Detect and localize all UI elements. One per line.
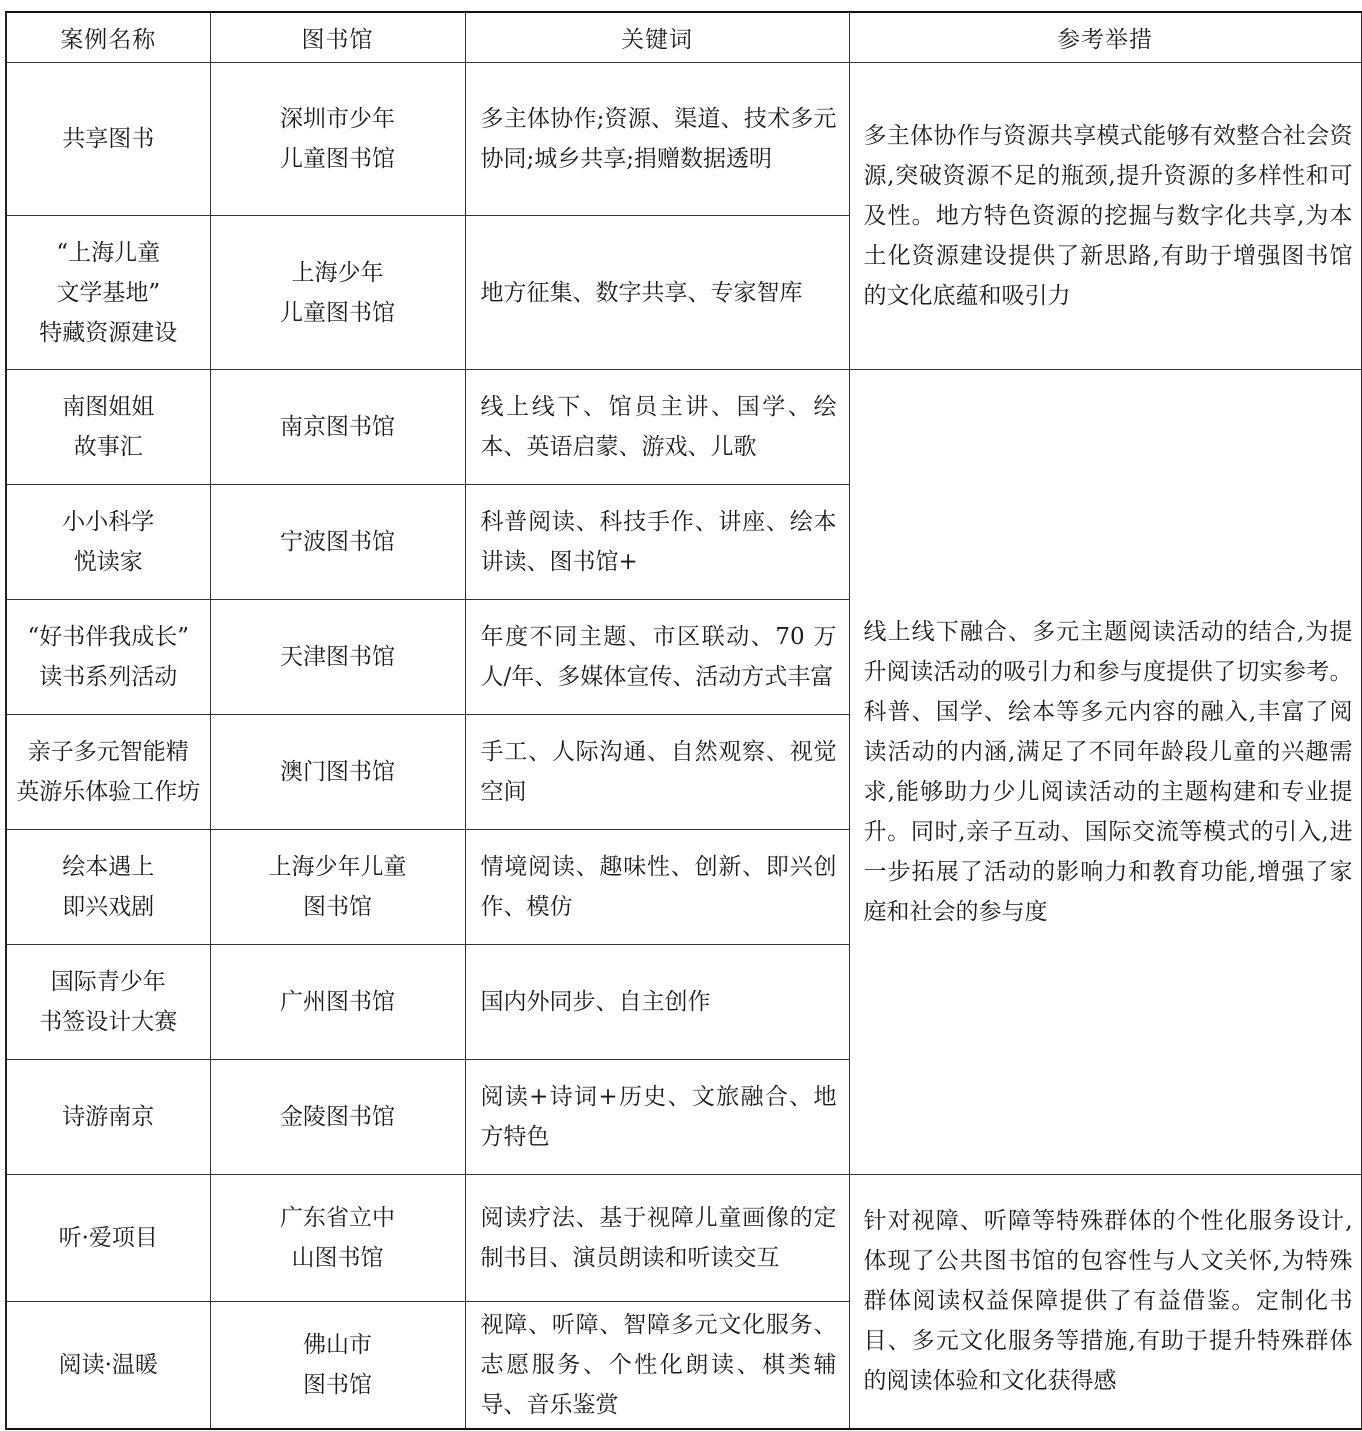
keywords-cell — [465, 945, 849, 1060]
library-name: 南京图书馆 — [280, 414, 395, 440]
library-name: 天津图书馆 — [280, 644, 395, 670]
library-name: 广东省立中 山图书馆 — [280, 1205, 395, 1271]
keywords-cell — [465, 715, 849, 830]
header-library: 图书馆 — [210, 12, 465, 63]
keywords-cell — [465, 370, 849, 485]
table-row — [6, 1175, 1361, 1302]
case-name: “好书伴我成长” 读书系列活动 — [27, 624, 190, 690]
library-cell — [210, 600, 465, 715]
case-name-cell — [6, 600, 210, 715]
library-cell — [210, 1060, 465, 1175]
case-name: 诗游南京 — [62, 1104, 155, 1130]
library-name: 澳门图书馆 — [280, 759, 395, 785]
table-row — [6, 370, 1361, 485]
keywords: 手工、人际沟通、自然观察、视觉空间 — [480, 739, 837, 805]
case-name-cell — [6, 485, 210, 600]
keywords: 阅读+诗词+历史、文旅融合、地方特色 — [480, 1084, 837, 1150]
library-cell — [210, 1302, 465, 1429]
library-name: 上海少年 儿童图书馆 — [280, 259, 395, 326]
case-name: 共享图书 — [62, 126, 155, 152]
header-row — [6, 12, 1361, 63]
library-name: 广州图书馆 — [280, 989, 395, 1015]
keywords-cell — [465, 216, 849, 370]
case-name-cell — [6, 370, 210, 485]
library-cell — [210, 945, 465, 1060]
measures-text: 线上线下融合、多元主题阅读活动的结合,为提升阅读活动的吸引力和参与度提供了切实参考。科普、国学、绘本等多元内容的融入,丰富了阅读活动的内涵,满足了不同年龄段儿童的兴趣需求,能够助力少儿阅读活动的主题构建和专业提升。同时,亲子互动、国际交流等模式的引入,进一步拓展了活动的影响力和教育功能,增强了家庭和社会的参与度 — [863, 619, 1353, 925]
case-name: 绘本遇上 即兴戏剧 — [62, 854, 155, 920]
keywords-cell — [465, 1175, 849, 1302]
library-cell — [210, 485, 465, 600]
measures-cell — [849, 63, 1361, 370]
case-name-cell — [6, 216, 210, 370]
library-name: 金陵图书馆 — [280, 1104, 395, 1130]
library-name: 佛山市 图书馆 — [303, 1331, 372, 1398]
library-name: 上海少年儿童 图书馆 — [268, 854, 407, 920]
keywords-cell — [465, 830, 849, 945]
keywords: 年度不同主题、市区联动、70 万人/年、多媒体宣传、活动方式丰富 — [480, 624, 837, 690]
library-cell — [210, 1175, 465, 1302]
library-cell — [210, 63, 465, 216]
keywords-cell — [465, 485, 849, 600]
case-name-cell — [6, 1060, 210, 1175]
keywords: 多主体协作;资源、渠道、技术多元协同;城乡共享;捐赠数据透明 — [480, 106, 837, 172]
library-cell — [210, 370, 465, 485]
table-row — [6, 63, 1361, 216]
measures-cell — [849, 370, 1361, 1175]
case-name-cell — [6, 1175, 210, 1302]
case-name: “上海儿童 文学基地” 特藏资源建设 — [39, 239, 178, 346]
keywords: 阅读疗法、基于视障儿童画像的定制书目、演员朗读和听读交互 — [480, 1205, 837, 1271]
keywords-cell — [465, 600, 849, 715]
keywords: 地方征集、数字共享、专家智库 — [480, 279, 803, 306]
keywords: 线上线下、馆员主讲、国学、绘本、英语启蒙、游戏、儿歌 — [480, 394, 837, 460]
header-case-name: 案例名称 — [6, 12, 210, 63]
case-name: 小小科学 悦读家 — [62, 509, 155, 575]
case-name: 国际青少年 书签设计大赛 — [39, 969, 178, 1035]
keywords: 视障、听障、智障多元文化服务、志愿服务、个性化朗读、棋类辅导、音乐鉴赏 — [480, 1311, 837, 1418]
keywords-cell — [465, 63, 849, 216]
keywords: 科普阅读、科技手作、讲座、绘本讲读、图书馆+ — [480, 509, 837, 575]
case-name-cell — [6, 63, 210, 216]
case-table — [5, 11, 1362, 1430]
measures-text: 多主体协作与资源共享模式能够有效整合社会资源,突破资源不足的瓶颈,提升资源的多样性和可及性。地方特色资源的挖掘与数字化共享,为本土化资源建设提供了新思路,有助于增强图书馆的文化底蕴和吸引力 — [863, 123, 1353, 309]
case-name: 亲子多元智能精 英游乐体验工作坊 — [16, 739, 201, 805]
measures-text: 针对视障、听障等特殊群体的个性化服务设计,体现了公共图书馆的包容性与人文关怀,为特殊群体阅读权益保障提供了有益借鉴。定制化书目、多元文化服务等措施,有助于提升特殊群体的阅读体验和文化获得感 — [863, 1208, 1353, 1395]
case-name: 南图姐姐 故事汇 — [62, 394, 155, 460]
case-name: 听·爱项目 — [58, 1225, 158, 1251]
header-keywords: 关键词 — [465, 12, 849, 63]
library-name: 宁波图书馆 — [280, 529, 395, 555]
case-name-cell — [6, 945, 210, 1060]
case-name-cell — [6, 1302, 210, 1429]
case-name-cell — [6, 715, 210, 830]
library-cell — [210, 830, 465, 945]
keywords-cell — [465, 1060, 849, 1175]
case-name: 阅读·温暖 — [58, 1351, 158, 1378]
header-measures: 参考举措 — [849, 12, 1361, 63]
measures-cell — [849, 1175, 1361, 1429]
library-cell — [210, 715, 465, 830]
library-cell — [210, 216, 465, 370]
case-name-cell — [6, 830, 210, 945]
keywords: 情境阅读、趣味性、创新、即兴创作、模仿 — [480, 854, 837, 920]
keywords-cell — [465, 1302, 849, 1429]
library-name: 深圳市少年 儿童图书馆 — [280, 106, 395, 172]
keywords: 国内外同步、自主创作 — [480, 989, 711, 1015]
